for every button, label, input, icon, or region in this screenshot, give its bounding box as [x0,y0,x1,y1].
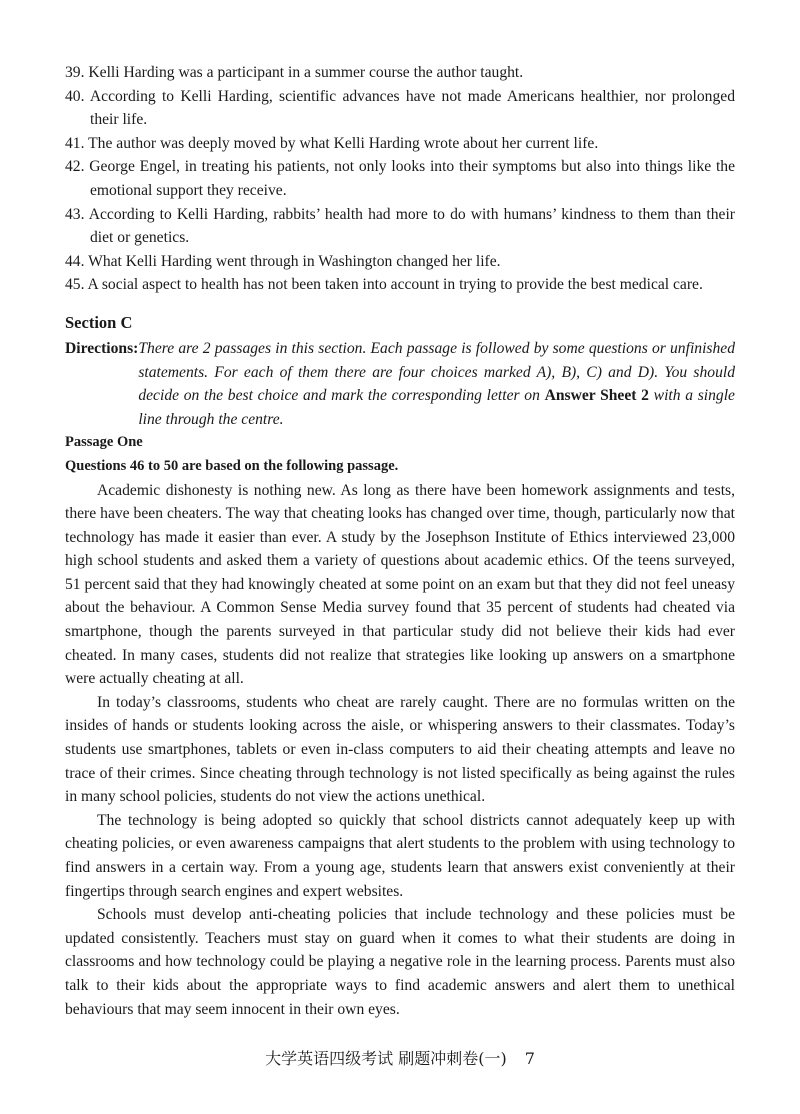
section-title: Section C [65,312,133,332]
question-item: 45. A social aspect to health has not been taken into account in trying to provide the best medical care. [65,276,703,294]
directions-label: Directions: [65,339,139,357]
footer-title: 大学英语四级考试 刷题冲刺卷(一) [265,1049,507,1068]
page-content [65,61,735,1021]
question-item: 44. What Kelli Harding went through in Washington changed her life. [65,252,501,270]
question-item: 40. According to Kelli Harding, scientific advances have not made Americans healthier, nor prolonged their life. [65,87,735,129]
question-item: 41. The author was deeply moved by what Kelli Harding wrote about her current life. [65,134,599,152]
page-footer [0,1047,800,1071]
paragraph: Academic dishonesty is nothing new. As long as there have been homework assignments and tests, there have been cheaters. The way that cheating looks has changed over time, though, particularly now that technology has made it easier than ever. A study by the Josephson Institute of Ethics interviewed 23,000 high school students and asked them a variety of questions about academic ethics. Of the teens surveyed, 51 percent said that they had knowingly cheated at some point on an exam but that they did not feel uneasy about the behaviour. A Common Sense Media survey found that 35 percent of students had cheated via smartphone, though the parents surveyed in that particular study did not believe their kids had ever cheated. In many cases, students did not realize that strategies like looking up answers on a smartphone were actually cheating at all. [65,481,735,688]
question-item: 39. Kelli Harding was a participant in a summer course the author taught. [65,64,524,81]
paragraph: Schools must develop anti-cheating policies that include technology and these policies must be updated consistently. Teachers must stay on guard when it comes to what their students are doing in classrooms and how technology could be playing a negative role in the learning process. Parents must also talk to their kids about the appropriate ways to find academic answers and alert them to unethical behaviours that may seem innocent in their own eyes. [65,906,735,1018]
passage-subtitle: Questions 46 to 50 are based on the following passage. [65,457,399,474]
directions-text: There are 2 passages in this section. Each passage is followed by some questions or unfinished statements. For each of them there are four choices marked A), B), C) and D). You should decide on the best choice and mark the corresponding letter on Answer Sheet 2 with a single line through the centre. [138,339,735,428]
question-item: 42. George Engel, in treating his patients, not only looks into their symptoms but also into things like the emotional support they receive. [65,158,735,199]
passage-title: Passage One [65,434,143,451]
passage-body [65,479,735,1022]
paragraph: In today’s classrooms, students who cheat are rarely caught. There are no formulas written on the insides of hands or students looking across the aisle, or whispering answers to their classmates. Today’s students use smartphones, tablets or even in-class computers to aid their cheating attempts and leave no trace of their crimes. Since cheating through technology is not listed specifically as being against the rules in many school policies, students do not view the actions unethical. [65,693,735,806]
page-number: 7 [524,1049,535,1068]
paragraph: The technology is being adopted so quickly that school districts cannot adequately keep up with cheating policies, or even awareness campaigns that alert students to the problem with using technology to find answers in a certain way. From a young age, students learn that answers exist conveniently at their fingertips through search engines and expert websites. [65,811,735,900]
directions [65,337,735,431]
question-list [65,61,735,297]
question-item: 43. According to Kelli Harding, rabbits’ health had more to do with humans’ kindness to them than their diet or genetics. [65,205,735,247]
